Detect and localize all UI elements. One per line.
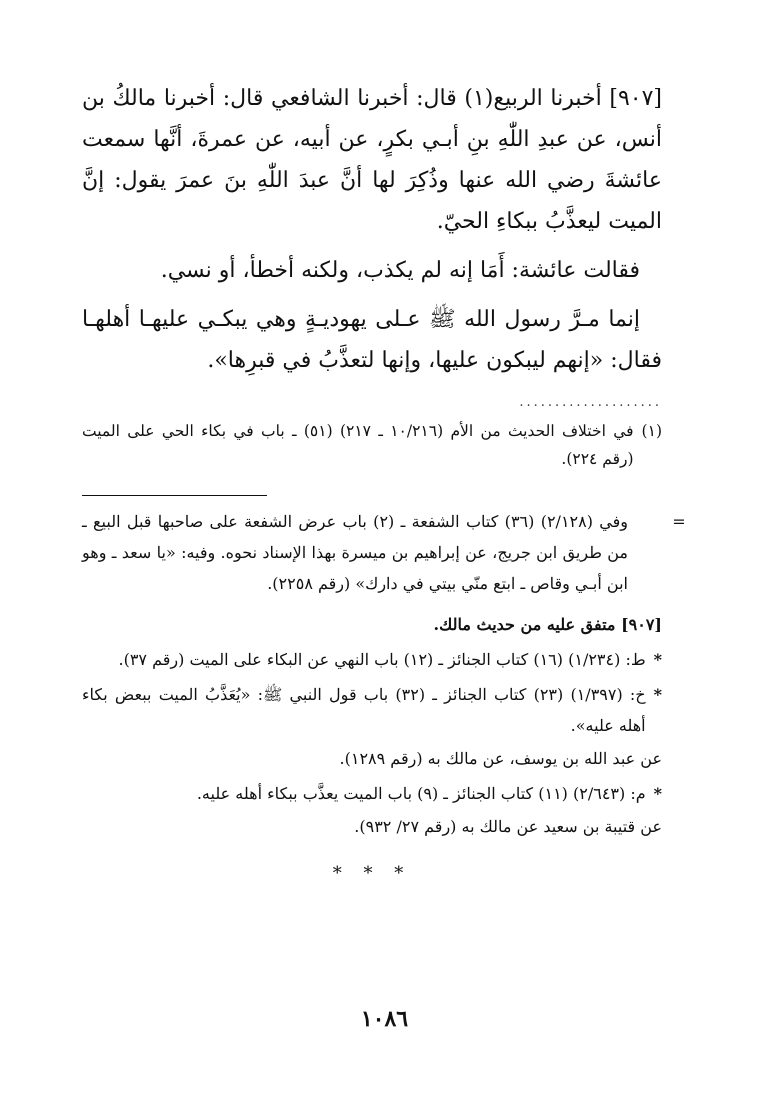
page-body bbox=[82, 78, 686, 889]
hadith-number: [٩٠٧] bbox=[609, 86, 662, 111]
hadith-text bbox=[82, 78, 662, 381]
note-item-text: ط: (١/٢٣٤) (١٦) كتاب الجنائز ـ (١٢) باب النهي عن البكاء على الميت (رقم ٣٧). bbox=[118, 650, 646, 669]
note-item-text: خ: (١/٣٩٧) (٢٣) كتاب الجنائز ـ (٣٢) باب قول النبي ﷺ: «يُعَذَّبُ الميت ببعض بكاء أهله عليه». bbox=[82, 685, 646, 735]
note-item-text: م: (٢/٦٤٣) (١١) كتاب الجنائز ـ (٩) باب الميت يعذَّب ببكاء أهله عليه. bbox=[196, 784, 646, 803]
footnote-text: في اختلاف الحديث من الأم (١٠/٢١٦ ـ ٢١٧) (٥١) ـ باب في بكاء الحي على الميت (رقم ٢٢٤). bbox=[82, 422, 634, 468]
notes-divider bbox=[82, 495, 267, 496]
page-number: ١٠٨٦ bbox=[360, 1006, 409, 1032]
notes-heading: [٩٠٧] متفق عليه من حديث مالك. bbox=[433, 615, 662, 634]
hadith-paragraph-3: إنما مـرَّ رسول الله ﷺ عـلى يهوديـةٍ وهي يبكـي عليهـا أهلهـا فقال: «إنهم ليبكون عليها، وإنها لتعذَّبُ في قبرِها». bbox=[82, 307, 662, 373]
note-item-sub: عن عبد الله بن يوسف، عن مالك به (رقم ١٢٨٩). bbox=[339, 749, 662, 768]
takhrij-notes bbox=[82, 506, 686, 889]
note-item-muslim bbox=[82, 778, 662, 809]
continuation-mark: = bbox=[672, 512, 686, 531]
footnote-separator-dots: .................... bbox=[519, 395, 662, 410]
note-item-muwatta bbox=[82, 644, 662, 675]
star-icon: * bbox=[653, 784, 662, 803]
note-item-bukhari bbox=[82, 679, 662, 741]
hadith-paragraph-2: فقالت عائشة: أَمَا إنه لم يكذب، ولكنه أخطأ، أو نسي. bbox=[160, 258, 640, 283]
star-icon: * bbox=[653, 650, 662, 669]
section-end-stars: * * * bbox=[332, 863, 412, 884]
footnote bbox=[82, 417, 662, 473]
hadith-isnad: أخبرنا الربيع(١) قال: أخبرنا الشافعي قال: أخبرنا مالكُ بن أنس، عن عبدِ اللّٰهِ بنِ أبـي بكرٍ، عن أبيه، عن عمرةَ، أنَّها سمعت عائشةَ رضي الله عنها وذُكِرَ لها أنَّ عبدَ اللّٰهِ بنَ عمرَ يقول: إنَّ الميت ليعذَّبُ ببكاءِ الحيّ. bbox=[82, 86, 662, 234]
continued-note: وفي (٢/١٢٨) (٣٦) كتاب الشفعة ـ (٢) باب عرض الشفعة على صاحبها قبل البيع ـ من طريق ابن جريج، عن إبراهيم بن ميسرة بهذا الإسناد نحوه. وفيه: «يا سعد ـ وهو ابن أبـي وقاص ـ ابتع منّي بيتي في دارك» (رقم ٢٢٥٨). bbox=[82, 512, 629, 593]
star-icon: * bbox=[653, 685, 662, 704]
hadith-paragraph-1 bbox=[82, 78, 662, 242]
note-item-sub: عن قتيبة بن سعيد عن مالك به (رقم ٢٧/ ٩٣٢). bbox=[354, 817, 662, 836]
footnote-number: (١) bbox=[641, 422, 662, 440]
